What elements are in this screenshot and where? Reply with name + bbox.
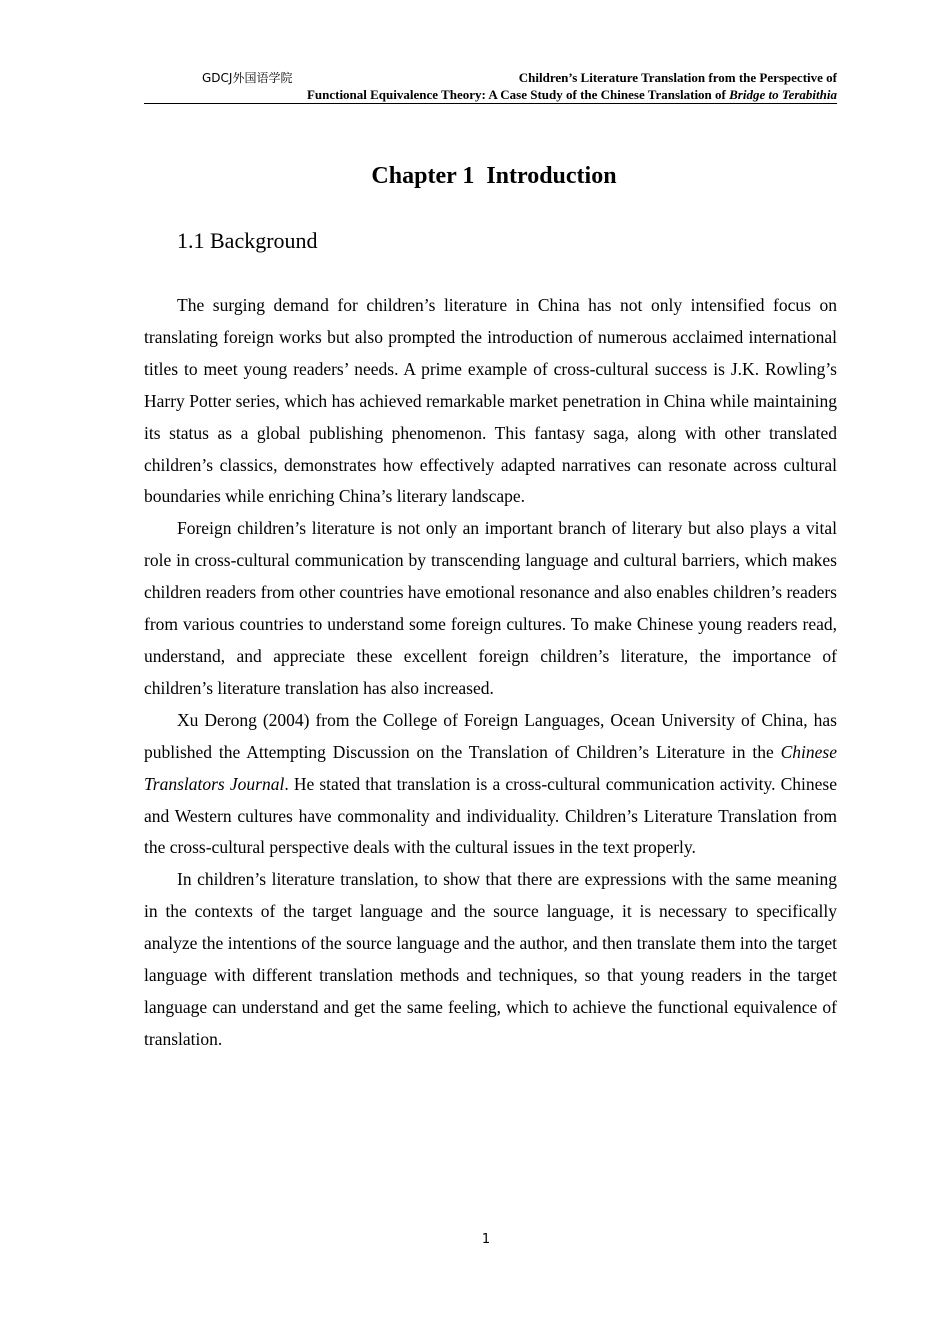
body-text bbox=[144, 290, 837, 1056]
header-title-line-2 bbox=[307, 86, 837, 103]
paragraph-1: The surging demand for children’s literature in China has not only intensified focus on translating foreign works but also prompted the introduction of numerous acclaimed international titles to meet young readers’ needs. A prime example of cross-cultural success is J.K. Rowling’s Harry Potter series, which has achieved remarkable market penetration in China while maintaining its status as a global publishing phenomenon. This fantasy saga, along with other translated children’s classics, demonstrates how effectively adapted narratives can resonate across cultural boundaries while enriching China’s literary landscape. bbox=[144, 295, 837, 507]
paragraph-3 bbox=[144, 705, 837, 865]
header-title-book-name: Bridge to Terabithia bbox=[729, 87, 837, 102]
header-title-line-1: Children’s Literature Translation from the Perspective of bbox=[518, 70, 837, 85]
page-number: 1 bbox=[481, 1232, 491, 1247]
journal-name: Chinese Translators Journal bbox=[144, 741, 837, 794]
paragraph-2: Foreign children’s literature is not only an important branch of literary but also plays a vital role in cross-cultural communication by transcending language and cultural barriers, which makes children readers from other countries have emotional resonance and also enables children’s readers from various countries to understand some foreign cultures. To make Chinese young readers read, understand, and appreciate these excellent foreign children’s literature, the importance of children’s literature translation has also increased. bbox=[144, 518, 837, 698]
paragraph-3-text-start: Xu Derong (2004) from the College of Foreign Languages, Ocean University of China, has published the Attempting Discussion on the Translation of Children’s Literature in the bbox=[144, 709, 837, 762]
chapter-title: Chapter 1 Introduction bbox=[371, 163, 617, 189]
paragraph-4: In children’s literature translation, to show that there are expressions with the same meaning in the contexts of the target language and the source language, it is necessary to specifically analyze the intentions of the source language and the author, and then translate them into the target language with different translation methods and techniques, so that young readers in the target language can understand and get the same feeling, which to achieve the functional equivalence of translation. bbox=[144, 869, 837, 1049]
header-thesis-title bbox=[307, 69, 837, 103]
section-title: 1.1 Background bbox=[177, 228, 318, 253]
paragraph-3-text-end: . He stated that translation is a cross-cultural communication activity. Chinese and Western cultures have commonality and individuality. Children’s Literature Translation from the cross-cultural perspective deals with the cultural issues in the text properly. bbox=[144, 773, 837, 858]
running-header bbox=[144, 68, 837, 104]
header-title-line-2-text: Functional Equivalence Theory: A Case Study of the Chinese Translation of bbox=[306, 87, 730, 102]
header-institution: GDCJ外国语学院 bbox=[202, 71, 293, 85]
